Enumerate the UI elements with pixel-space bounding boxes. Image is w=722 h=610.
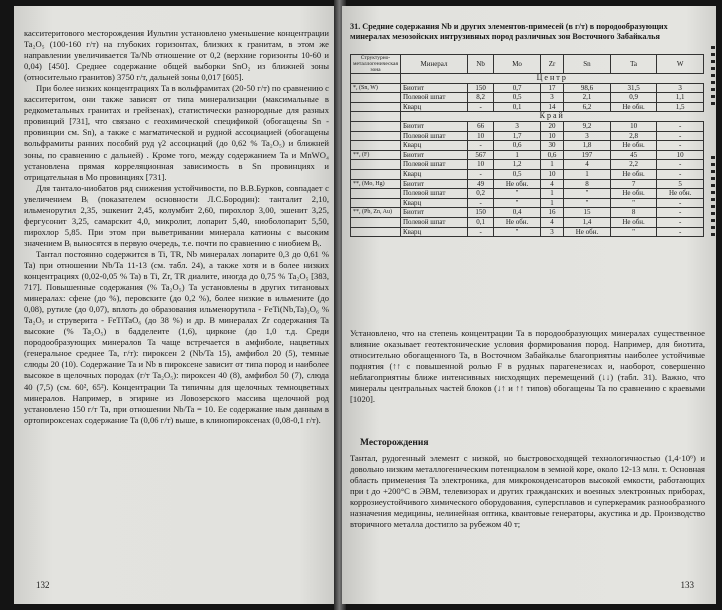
value-cell: 0,5 — [494, 169, 541, 179]
value-cell: 4 — [540, 217, 563, 227]
value-cell: 1,2 — [494, 160, 541, 170]
value-cell: - — [657, 131, 704, 141]
value-cell: 17 — [540, 83, 563, 93]
value-cell: Не обн. — [564, 227, 611, 237]
value-cell: " — [494, 189, 541, 199]
value-cell: " — [564, 189, 611, 199]
paragraph: касситеритового месторождения Иультин установлено уменьшение концентрации Ta₂O₅ (100-160 г/т) на глубоких горизонтах, близких к гранитам, в этом же направлении увеличивается Ta/Nb отношение от 0,2 (верхние горизонты 10-60 и 0,04) [450]. Среднее содержание общей выборки SnO₂ из ближней зоны (относительно гранитов) 3750 г/т, дальней зоны 0,017 [605]. — [24, 28, 329, 83]
table-row — [351, 189, 704, 199]
value-cell: 0,4 — [494, 208, 541, 218]
zone-elements-cell: *, (Sn, W) — [351, 83, 401, 93]
value-cell: - — [657, 217, 704, 227]
table-row — [351, 198, 704, 208]
column-header: Минерал — [400, 55, 467, 74]
value-cell: 10 — [467, 131, 493, 141]
mineral-cell: Кварц — [400, 227, 467, 237]
value-cell: 0,9 — [610, 93, 657, 103]
value-cell: 1 — [564, 169, 611, 179]
table-row — [351, 102, 704, 112]
mineral-cell: Биотит — [400, 83, 467, 93]
value-cell: 10 — [540, 169, 563, 179]
column-header: W — [657, 55, 704, 74]
value-cell: " — [564, 198, 611, 208]
value-cell: 1,7 — [494, 131, 541, 141]
value-cell: 1 — [540, 198, 563, 208]
table-row — [351, 160, 704, 170]
value-cell: - — [657, 208, 704, 218]
paragraph: Установлено, что на степень концентрации Ta в породообразующих минералах существенное влияние оказывает геотектонические условия формирования пород. Например, для биотита, относительно обогащенного Ta, в Восточном Забайкалье благоприятны наиболее устойчивые поднятия (↑↑ с повышенной ролью F в рудных парагенезисах и, наоборот, совершенно неблагоприятны ближе интенсивных нисходящих перемещений (↓↓) (табл. 31). Важно, что минералы центральных частей блоков (↓↑ и ↑↑ типов) обогащены Ta по сравнению с краевыми [1020]. — [350, 328, 705, 405]
column-header: Zr — [540, 55, 563, 74]
value-cell: " — [610, 198, 657, 208]
zone-elements-cell — [351, 93, 401, 103]
value-cell: " — [494, 198, 541, 208]
value-cell: 3 — [494, 121, 541, 131]
mineral-cell: Полевой шпат — [400, 160, 467, 170]
value-cell: 0,6 — [540, 150, 563, 160]
value-cell: - — [467, 198, 493, 208]
value-cell: Не обн. — [657, 189, 704, 199]
value-cell: - — [657, 198, 704, 208]
value-cell: 6,2 — [564, 102, 611, 112]
paragraph: Тантал постоянно содержится в Ti, TR, Nb минералах лопарите 0,3 до 0,61 % Ta) при отношении Nb/Ta 11-13 (см. табл. 24), а также хотя и в более низких концентрациях (0,02-0,05 % Ta) в Ti, Zr, TR диалите, иногда до 0,75 % Ta₂O₅ [383, 717]. Повышенные содержания (% Ta₂O₅) Ta установлены в других титановых минералах: сфене (до %), перовските (до 0,2 %), более низкие в ильмените (до 0,08), рутиле (до 0,07), вплоть до образования ильменорутила - FeTi(Nb,Ta)₂O₆ % Ta₂O₅ и струверита - FeTiTaO₆ (до 38 %) и др. В минералах Zr содержания Ta высокие (% Ta₂O₅) в бадделеите (1,6), цирконе (до 1,0 т.д. Среди породообразующих минералов Ta чаще встречается в амфиболе, нацветных (генеральное среднее Ta, г/т): пироксен 2 (Nb/Ta 15), амфибол 20 (5), темные слюды 20 (10). Содержание Ta и Nb в пироксене зависит от типа пород и наиболее высокое в щелочных породах (г/т Ta₂O₅): пироксен 40 (8), амфибол 50 (7), слюда 40 (7,5) (см. 60², 65²). Концентрации Ta типичны для щелочных темноцветных минералов. Например, в эгирине из Ловозерского массива щелочной род установлено 150 г/т Ta, при отношении Nb/Ta = 10. Ее содержание ным данным в ортопироксенах содержание Ta (0,06 г/т) выше, в клинопироксенах (0,08-0,1 г/т). — [24, 248, 329, 425]
value-cell: Не обн. — [610, 141, 657, 151]
table-row — [351, 217, 704, 227]
value-cell: 8,2 — [467, 93, 493, 103]
table-cell — [351, 74, 401, 84]
mineral-cell: Кварц — [400, 198, 467, 208]
value-cell: Не обн. — [610, 189, 657, 199]
mineral-cell: Биотит — [400, 150, 467, 160]
scan-edge-mark — [711, 46, 715, 106]
right-page — [342, 6, 716, 604]
value-cell: 1 — [494, 150, 541, 160]
value-cell: 10 — [657, 150, 704, 160]
zone-label: Край — [400, 112, 703, 122]
value-cell: 3 — [540, 227, 563, 237]
zone-elements-cell — [351, 141, 401, 151]
value-cell: 2,8 — [610, 131, 657, 141]
value-cell: 0,7 — [494, 83, 541, 93]
value-cell: 10 — [467, 160, 493, 170]
value-cell: - — [467, 141, 493, 151]
mineral-cell: Биотит — [400, 208, 467, 218]
zone-elements-cell: **, (Pb, Zn, Au) — [351, 208, 401, 218]
column-header: Nb — [467, 55, 493, 74]
value-cell: 2,2 — [610, 160, 657, 170]
column-header: Ta — [610, 55, 657, 74]
value-cell: Не обн. — [610, 102, 657, 112]
value-cell: - — [467, 227, 493, 237]
zone-elements-cell — [351, 131, 401, 141]
left-page — [14, 6, 338, 604]
zone-elements-cell — [351, 160, 401, 170]
mineral-cell: Полевой шпат — [400, 189, 467, 199]
value-cell: 3 — [657, 83, 704, 93]
table-row — [351, 179, 704, 189]
value-cell: 7 — [610, 179, 657, 189]
value-cell: Не обн. — [494, 179, 541, 189]
column-header: Структурно-металлогеническая зона — [351, 55, 401, 74]
table-header-row — [351, 55, 704, 74]
value-cell: 8 — [564, 179, 611, 189]
table-row — [351, 208, 704, 218]
table-caption: 31. Средние содержания Nb и других элементов-примесей (в г/т) в породообразующих минералах мезозойских интрузивных пород различных зон Восточного Забайкалья — [350, 22, 668, 41]
value-cell: - — [657, 169, 704, 179]
mineral-cell: Биотит — [400, 121, 467, 131]
value-cell: 0,2 — [467, 189, 493, 199]
mineral-cell: Кварц — [400, 169, 467, 179]
value-cell: - — [657, 121, 704, 131]
zone-elements-cell — [351, 189, 401, 199]
value-cell: - — [657, 227, 704, 237]
value-cell: Не обн. — [494, 217, 541, 227]
value-cell: 1 — [540, 160, 563, 170]
value-cell: 150 — [467, 208, 493, 218]
table-body — [351, 74, 704, 237]
table-row — [351, 150, 704, 160]
value-cell: 8 — [610, 208, 657, 218]
value-cell: - — [657, 141, 704, 151]
value-cell: 3 — [540, 93, 563, 103]
zone-elements-cell: **, (F) — [351, 150, 401, 160]
value-cell: - — [467, 102, 493, 112]
value-cell: 1,1 — [657, 93, 704, 103]
value-cell: 4 — [564, 160, 611, 170]
value-cell: 20 — [540, 121, 563, 131]
value-cell: 4 — [540, 179, 563, 189]
value-cell: 0,6 — [494, 141, 541, 151]
mineral-cell: Полевой шпат — [400, 93, 467, 103]
paragraph: Для тантало-ниобатов ряд снижения устойчивости, по В.В.Бурков, совпадает с увеличением Bᵢ (показателем основности Л.С.Бородин): танталит 2,10, ильменорутил 2,35, эшкенит 2,45, колумбит 2,60, пирохлор 3,00, эшенит 3,25, фергусонит 3,25, самарскит 4,0, микролит, лопарит 5,40, ниоболопарит 5,50, пирохлор 5,85. При этом при выветривании минерала катионы с высоким значением Bᵢ выносятся в первую очередь, т.е. почти по сравнению с ниобием Bᵢ. — [24, 182, 329, 248]
page-number: 133 — [680, 580, 694, 590]
value-cell: " — [494, 227, 541, 237]
left-page-text — [24, 28, 329, 426]
value-cell: Не обн. — [610, 217, 657, 227]
zone-label: Центр — [400, 74, 703, 84]
value-cell: Не обн. — [610, 169, 657, 179]
value-cell: 0,5 — [494, 93, 541, 103]
value-cell: 9,2 — [564, 121, 611, 131]
value-cell: 45 — [610, 150, 657, 160]
value-cell: 0,1 — [467, 217, 493, 227]
paragraph: При более низких концентрациях Ta в вольфрамитах (20-50 г/т) по сравнению с касситеритом, они также зависят от типа минерализации (максимальные в редкометальных гранитах и грейзенах), статистически разнородные для разных провинций [731], что связано с геохимической спецификой (обогащены Sn - провинции см. Sn), а также с магматической и рудной ассоциацией (обогащены вольфрамиты ранних пособий руд γ2 ассоциаций (до 0,62 % Ta₂O₅) и ближней зоны, по сравнению с дальней) . Кроме того, между содержанием Ta и MnWO₄ установлена прямая корреляционная зависимость в Sn провинциях и отрицательная в Mo провинциях [731]. — [24, 83, 329, 182]
value-cell: 3 — [564, 131, 611, 141]
value-cell: - — [657, 160, 704, 170]
value-cell: 1,4 — [564, 217, 611, 227]
value-cell: 31,5 — [610, 83, 657, 93]
value-cell: 567 — [467, 150, 493, 160]
value-cell: " — [610, 227, 657, 237]
table-row — [351, 141, 704, 151]
column-header: Sn — [564, 55, 611, 74]
mineral-cell: Кварц — [400, 102, 467, 112]
zone-elements-cell — [351, 169, 401, 179]
zone-elements-cell — [351, 121, 401, 131]
value-cell: 49 — [467, 179, 493, 189]
table-section-row — [351, 74, 704, 84]
value-cell: 14 — [540, 102, 563, 112]
value-cell: 1,5 — [657, 102, 704, 112]
table-row — [351, 93, 704, 103]
value-cell: 150 — [467, 83, 493, 93]
zone-elements-cell — [351, 227, 401, 237]
table-row — [351, 121, 704, 131]
table-row — [351, 169, 704, 179]
value-cell: 197 — [564, 150, 611, 160]
zone-elements-cell — [351, 198, 401, 208]
value-cell: - — [467, 169, 493, 179]
page-number: 132 — [36, 580, 50, 590]
mineral-cell: Полевой шпат — [400, 131, 467, 141]
value-cell: 16 — [540, 208, 563, 218]
value-cell: 5 — [657, 179, 704, 189]
value-cell: 15 — [564, 208, 611, 218]
table-cell — [351, 112, 401, 122]
zone-elements-cell — [351, 217, 401, 227]
zone-elements-cell: **, (Mo, Hg) — [351, 179, 401, 189]
table-section-row — [351, 112, 704, 122]
zone-elements-cell — [351, 102, 401, 112]
value-cell: 1,8 — [564, 141, 611, 151]
value-cell: 0,1 — [494, 102, 541, 112]
mineral-cell: Полевой шпат — [400, 217, 467, 227]
value-cell: 10 — [540, 131, 563, 141]
section-title: Месторождения — [360, 438, 429, 448]
value-cell: 30 — [540, 141, 563, 151]
value-cell: 98,6 — [564, 83, 611, 93]
column-header: Mo — [494, 55, 541, 74]
table-row — [351, 83, 704, 93]
value-cell: 10 — [610, 121, 657, 131]
mineral-cell: Биотит — [400, 179, 467, 189]
value-cell: 1 — [540, 189, 563, 199]
scan-edge-mark — [711, 156, 715, 236]
mineral-cell: Кварц — [400, 141, 467, 151]
value-cell: 66 — [467, 121, 493, 131]
table-row — [351, 227, 704, 237]
data-table — [350, 54, 704, 237]
value-cell: 2,1 — [564, 93, 611, 103]
table-row — [351, 131, 704, 141]
paragraph: Тантал, рудогенный элемент с низкой, но быстровосходящей технологичностью (1,4·10⁶) и довольно низким металлогеническим потенциалом в земной коре, около 12-13 млн. т. Основная область применения Ta электроника, для микроконденсаторов высокой емкости, работающих при t до +200°C в ЭВМ, телевизорах и других гражданских и военных электронных приборах, коррозиеустойчивого химического оборудования, суперсплавов и суперкерамик разнообразного назначения медицины, нелинейная оптика, квантовые генераторы, акустика и др. Производство вторичного металла достигло за рубежом 40 т; — [350, 453, 705, 530]
